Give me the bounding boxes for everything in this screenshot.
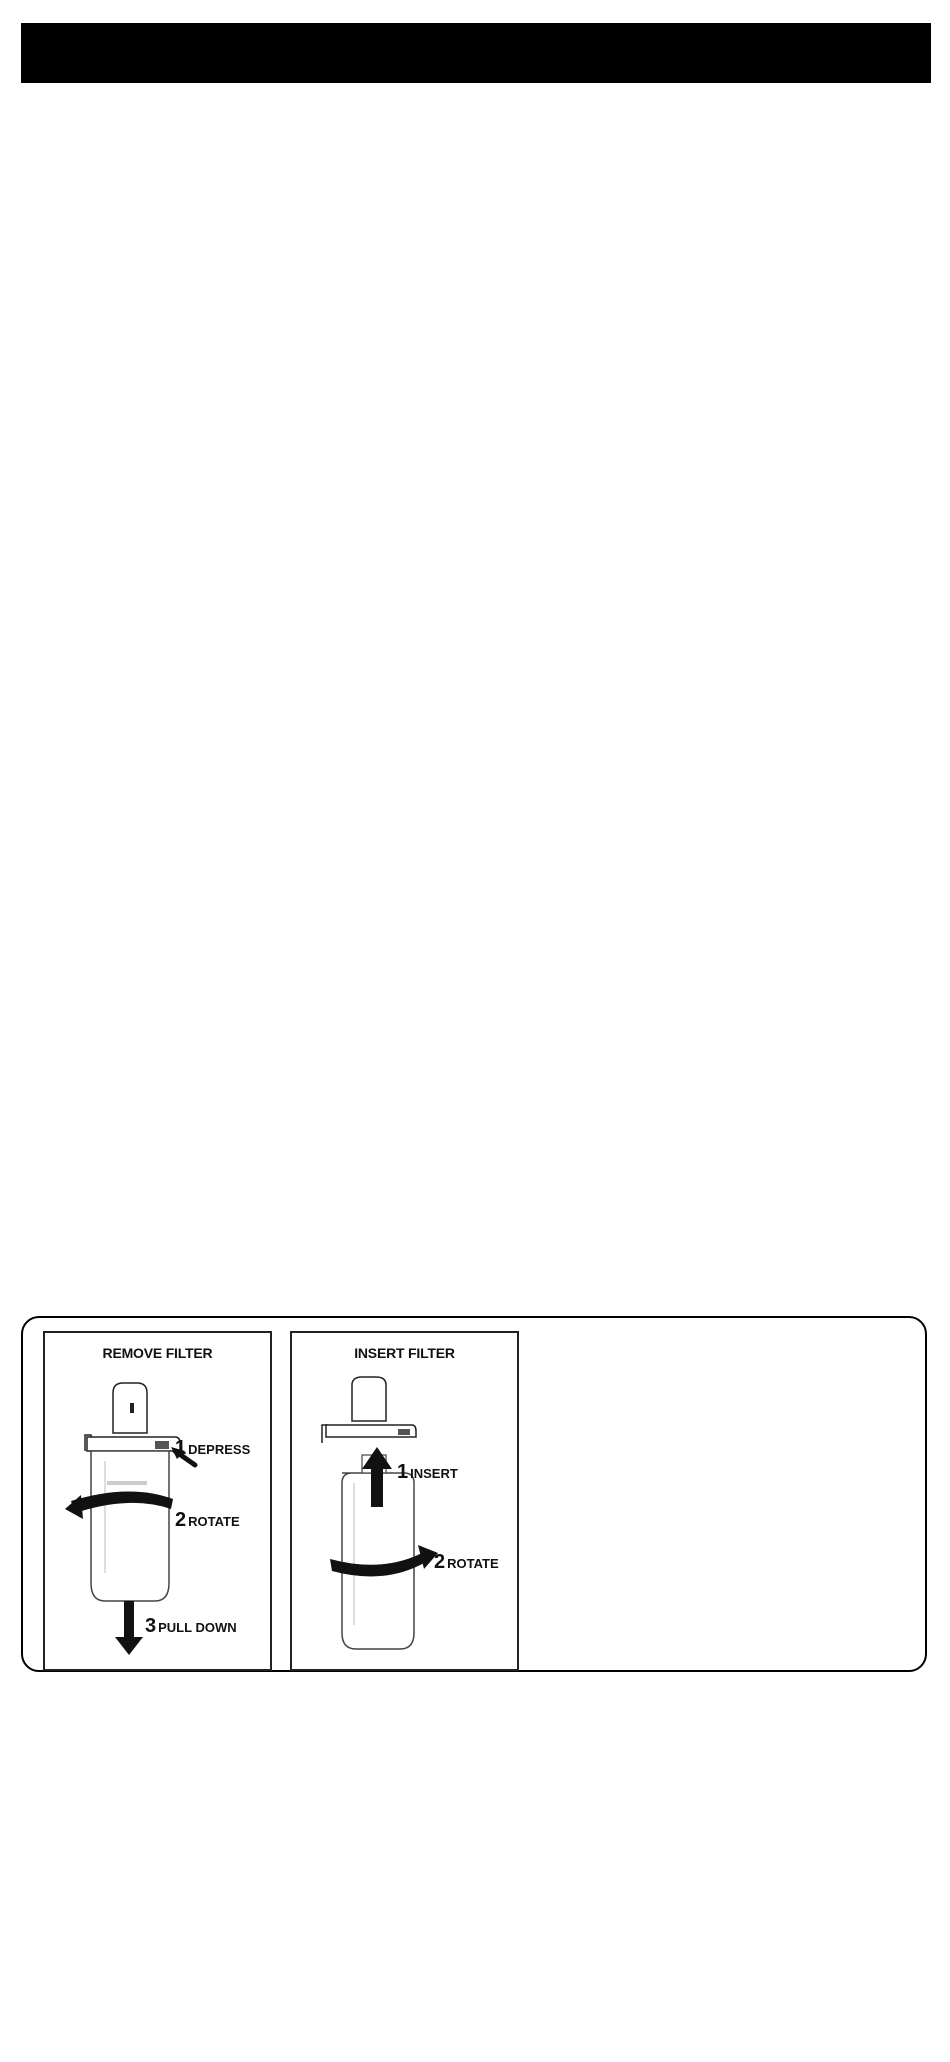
remove-step-2 [175,1509,240,1532]
remove-step-3-text: PULL DOWN [158,1620,237,1635]
insert-filter-title: INSERT FILTER [354,1345,455,1361]
remove-step-2-number: 2 [175,1509,187,1531]
remove-step-1 [175,1437,250,1460]
filter-instructions-figure [21,1316,927,1672]
insert-filter-illustration [292,1333,517,1669]
remove-step-2-text: ROTATE [188,1514,240,1529]
remove-step-3-number: 3 [145,1615,157,1637]
remove-filter-panel [43,1331,272,1671]
remove-step-1-number: 1 [175,1437,187,1459]
remove-step-1-text: DEPRESS [188,1442,251,1457]
insert-step-1-text: INSERT [410,1466,458,1481]
remove-step-3 [145,1615,237,1638]
insert-step-2 [434,1551,499,1574]
insert-step-2-text: ROTATE [447,1556,499,1571]
insert-step-1 [397,1461,458,1484]
insert-step-1-number: 1 [397,1461,409,1483]
insert-step-2-number: 2 [434,1551,446,1573]
header-bar [21,23,931,83]
remove-filter-title: REMOVE FILTER [102,1345,213,1361]
insert-filter-panel [290,1331,519,1671]
